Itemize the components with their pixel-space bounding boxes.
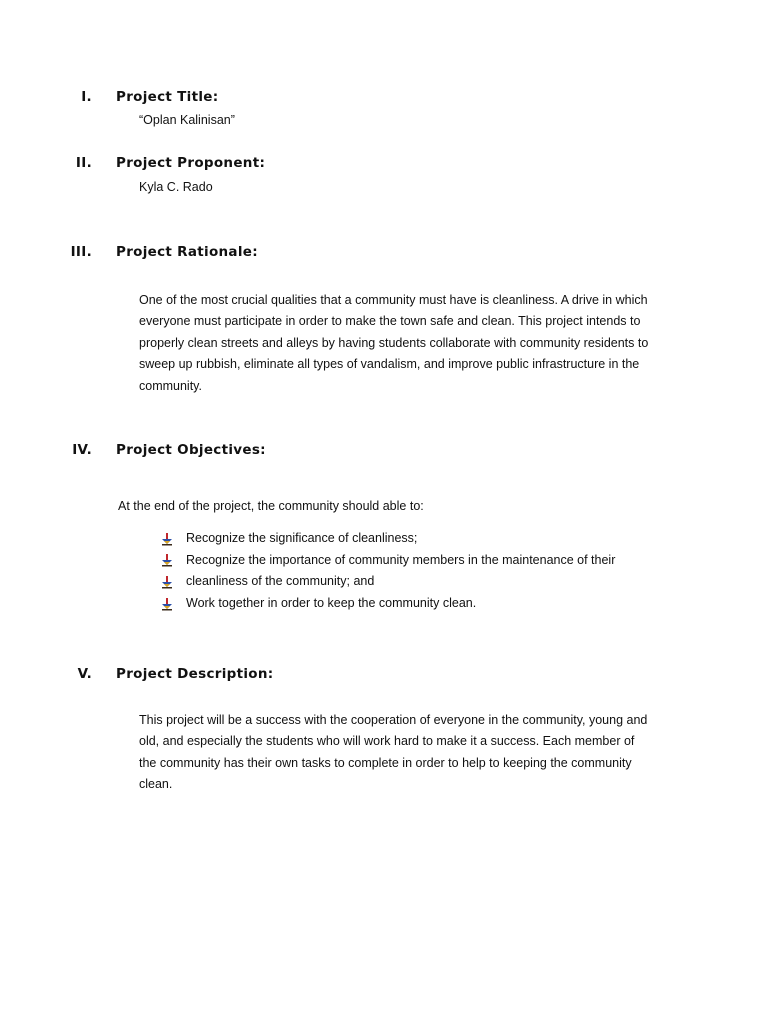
section-heading-description [0,666,700,684]
section-title: Project Description: [116,666,274,682]
section-heading-objectives [0,442,700,460]
list-item [160,571,615,593]
paragraph-line: the community has their own tasks to complete in order to help to keeping the community [139,755,632,770]
list-item-text: Recognize the significance of cleanliness; [186,531,418,545]
paragraph-line: clean. [139,777,173,792]
list-item-text: Recognize the importance of community members in the maintenance of their [186,552,616,567]
section-numeral: III. [70,244,92,260]
objectives-list [160,528,615,614]
list-item [160,593,615,615]
paragraph-line: One of the most crucial qualities that a community must have is cleanliness. A drive in which [139,293,648,307]
section-title: Project Proponent: [116,155,266,171]
description-paragraph [139,710,699,796]
section-heading-proponent [0,155,700,173]
section-numeral: IV. [72,442,92,458]
arrow-bullet-icon [160,553,174,567]
arrow-bullet-icon [160,532,174,546]
paragraph-line: community. [139,378,202,393]
paragraph-line: This project will be a success with the cooperation of everyone in the community, young and [139,713,648,727]
paragraph-line: properly clean streets and alleys by having students collaborate with community residents to [139,335,649,350]
project-title-value: “Oplan Kalinisan” [139,113,235,127]
objectives-intro: At the end of the project, the community should able to: [118,499,424,513]
arrow-bullet-icon [160,575,174,589]
list-item [160,528,615,550]
paragraph-line: sweep up rubbish, eliminate all types of vandalism, and improve public infrastructure in the [139,357,640,372]
section-title: Project Rationale: [116,244,258,260]
proponent-value: Kyla C. Rado [139,180,213,194]
list-item-text: Work together in order to keep the community clean. [186,595,477,610]
section-numeral: II. [75,155,92,171]
section-heading-rationale [0,244,700,262]
section-title: Project Title: [116,89,219,105]
list-item-text: cleanliness of the community; and [186,574,375,589]
rationale-paragraph [139,290,699,397]
section-numeral: I. [81,89,92,105]
list-item [160,550,615,572]
arrow-bullet-icon [160,597,174,611]
paragraph-line: everyone must participate in order to make the town safe and clean. This project intends to [139,314,641,329]
section-heading-title [0,89,700,107]
section-title: Project Objectives: [116,442,266,458]
section-numeral: V. [77,666,92,682]
paragraph-line: old, and especially the students who will work hard to make it a success. Each member of [139,734,635,749]
